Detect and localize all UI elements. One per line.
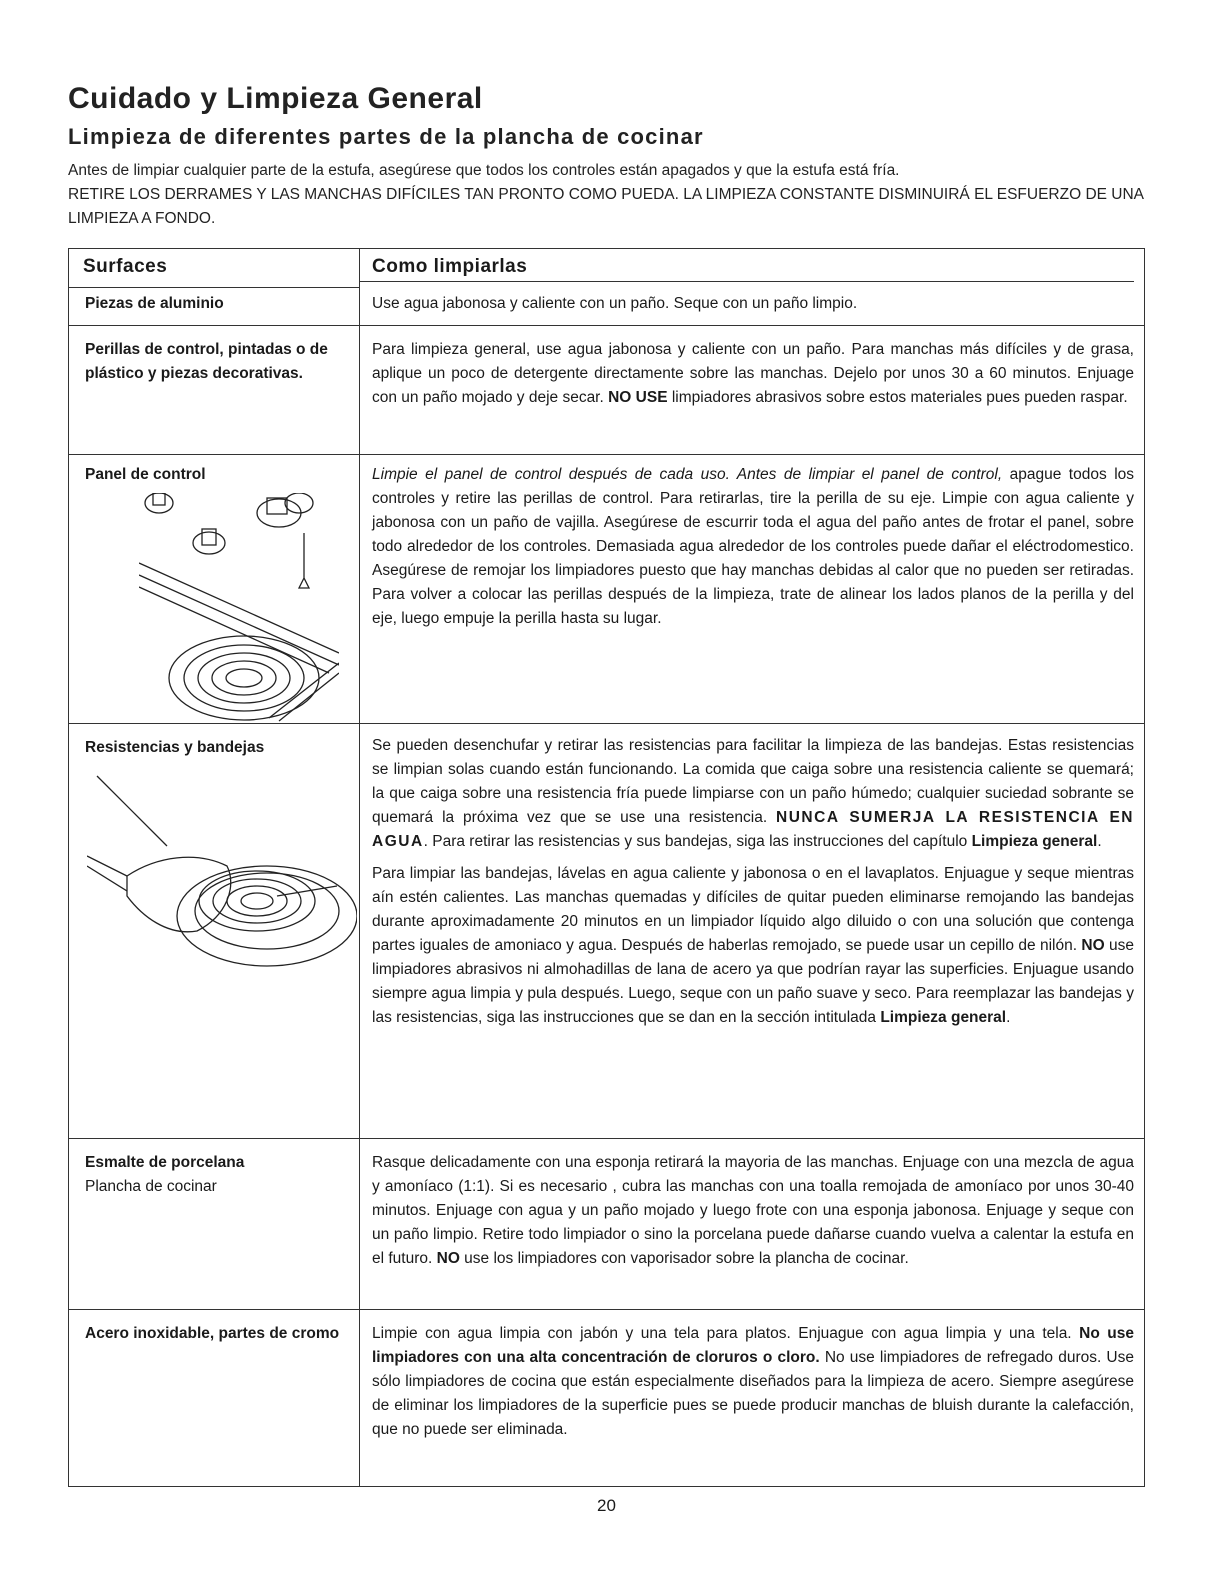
text-run: . Para retirar las resistencias y sus bandejas, siga las instrucciones del capítulo <box>423 833 972 850</box>
header-surfaces: Surfaces <box>83 256 168 277</box>
surface-label: Resistencias y bandejas <box>85 739 265 756</box>
table-row <box>69 326 1145 455</box>
header-cell-surfaces <box>69 249 360 288</box>
page-number: 20 <box>597 1496 616 1515</box>
surface-cell <box>69 1310 360 1487</box>
text-run: apague todos los controles y retire las perillas de control. Para retirarlas, tire la perilla de su eje. Limpie con agua caliente y jabonosa con un paño de vajilla. Asegúrese de escurrir toda el agua del paño antes de frotar el panel, sobre todo alrededor de los controles. Demasiada agua alrededor de los controles puede dañar el eléctrodomestico. Asegúrese de remojar los limpiadores puesto que hay manchas debidas al calor que no pueden ser retiradas. Para volver a colocar las perillas después de la limpieza, trate de alinear los lados planos de la perilla y del eje, luego empuje la perilla hasta su lugar. <box>372 466 1135 627</box>
text-run: Para limpiar las bandejas, lávelas en agua caliente y jabonosa o en el lavaplatos. Enjuague y seque mientras aín estén calientes. Las manchas quemadas y difíciles de quitar pueden eliminarse remojando las bandejas durante aproximadamente 20 minutos en un limpiador líquido algo diluido o con una solución que contenga partes iguales de amoniaco y agua. Después de haberlas remojado, se puede usar un cepillo de nilón. <box>372 865 1134 954</box>
text-run: limpiadores abrasivos sobre estos materiales pues pueden raspar. <box>667 389 1128 406</box>
instructions-text <box>360 730 1144 1030</box>
text-run: Se pueden desenchufar y retirar las resistencias para facilitar la limpieza de las bandejas. Estas resistencias se limpian solas cuando están funcionando. La comida que caiga sobre una resistencia caliente se quemará; la que caiga sobre una resistencia fría puede limpiarse con un paño húmedo; cualquier suciedad sobrante se quemará la próxima vez que se use una resistencia. <box>372 737 1134 826</box>
instructions-cell <box>360 724 1145 1139</box>
instructions-cell <box>360 455 1145 724</box>
text-run: Rasque delicadamente con una esponja retirará la mayoria de las manchas. Enjuage con una mezcla de agua y amoníaco (1:1). Si es necesario , cubra las manchas con una toalla remojada de amoníaco por unos 30-40 minutos. Enjuage con agua y un paño mojado y luego frote con una esponja jabonosa. Enjuage y seque con un paño limpio. Retire todo limpiador o sino la porcelana puede dañarse cuando vuelva a calentar la estufa en el futuro. <box>372 1154 1134 1267</box>
table-row <box>69 288 1145 326</box>
paragraph <box>372 734 1134 854</box>
instructions-cell <box>360 1139 1145 1310</box>
intro-line-2: RETIRE LOS DERRAMES Y LAS MANCHAS DIFÍCILES TAN PRONTO COMO PUEDA. LA LIMPIEZA CONSTANTE DISMINUIRÁ EL ESFUERZO DE UNA LIMPIEZA A FONDO. <box>68 186 1144 227</box>
table-row <box>69 724 1145 1139</box>
text-run: . <box>1097 833 1102 850</box>
reference-text: Limpieza general <box>880 1009 1007 1026</box>
page-title: Cuidado y Limpieza General <box>68 82 483 115</box>
surface-cell <box>69 326 360 455</box>
surface-cell <box>69 724 360 1139</box>
text-run: . <box>1006 1009 1011 1026</box>
table-row <box>69 1310 1145 1487</box>
warning-text: NUNCA SUMERJA LA RESISTENCIA EN AGUA <box>372 809 1134 850</box>
text-run: use limpiadores abrasivos ni almohadillas de lana de acero ya que podrían rayar las superficies. Enjuague usando siempre agua limpia y pula después. Luego, seque con un paño suave y seco. Para reemplazar las bandejas y las resistencias, siga las instrucciones que se dan en la sección intitulada <box>372 937 1134 1026</box>
surface-label: Piezas de aluminio <box>85 295 224 312</box>
heating-element-illustration <box>87 766 357 996</box>
instructions-text <box>360 459 1144 631</box>
surface-sublabel: Plancha de cocinar <box>85 1178 217 1195</box>
text-run: Para limpieza general, use agua jabonosa y caliente con un paño. Para manchas más difíciles y de grasa, aplique un poco de detergente directamente sobre las manchas. Dejelo por unos 30 a 60 minutos. Enjuage con un paño mojado y deje secar. <box>372 341 1134 406</box>
instructions-text <box>360 334 1144 410</box>
header-cell-how-to-clean <box>360 249 1145 288</box>
text-run: Limpie con agua limpia con jabón y una tela para platos. Enjuague con agua limpia y una tela. <box>372 1325 1080 1342</box>
surface-cell <box>69 1139 360 1310</box>
cleaning-table <box>68 248 1145 1487</box>
intro-line-1: Antes de limpiar cualquier parte de la estufa, asegúrese que todos los controles están apagados y que la estufa está fría. <box>68 162 900 179</box>
text-run: No use limpiadores de refregado duros. Use sólo limpiadores de cocina que están especialmente diseñados para la limpieza de acero. Siempre asegúrese de eliminar los limpiadores de la superficie pues se puede producir manchas de bluish durante la calefacción, que no puede ser eliminada. <box>372 1349 1134 1438</box>
instructions-text: Use agua jabonosa y caliente con un paño. Seque con un paño limpio. <box>372 294 858 312</box>
surface-label: Esmalte de porcelana <box>85 1154 245 1171</box>
instructions-cell <box>360 326 1145 455</box>
instructions-cell <box>360 1310 1145 1487</box>
surface-cell <box>69 288 360 326</box>
warning-text: NO USE <box>608 389 668 406</box>
table-row <box>69 1139 1145 1310</box>
surface-label: Acero inoxidable, partes de cromo <box>85 1325 340 1342</box>
instructions-cell <box>360 288 1145 326</box>
intro-text <box>68 159 1148 231</box>
text-run: use los limpiadores con vaporisador sobre la plancha de cocinar. <box>459 1250 909 1267</box>
reference-text: Limpieza general <box>971 833 1098 850</box>
instructions-text <box>360 1147 1144 1271</box>
surface-label: Panel de control <box>85 466 206 483</box>
warning-text: NO <box>1081 937 1105 954</box>
table-row <box>69 455 1145 724</box>
warning-text: No use limpiadores con una alta concentración de cloruros o cloro. <box>372 1325 1134 1366</box>
control-panel-illustration <box>139 493 339 723</box>
surface-label: Perillas de control, pintadas o de plástico y piezas decorativas. <box>85 341 328 382</box>
header-how-to-clean: Como limpiarlas <box>360 249 1134 282</box>
instructions-text <box>360 1318 1144 1442</box>
italic-text: Limpie el panel de control después de cada uso. Antes de limpiar el panel de control, <box>372 466 1003 483</box>
surface-cell <box>69 455 360 724</box>
paragraph <box>372 862 1134 1030</box>
table-header-row <box>69 249 1145 288</box>
section-subtitle: Limpieza de diferentes partes de la plancha de cocinar <box>68 124 704 149</box>
warning-text: NO <box>436 1250 460 1267</box>
